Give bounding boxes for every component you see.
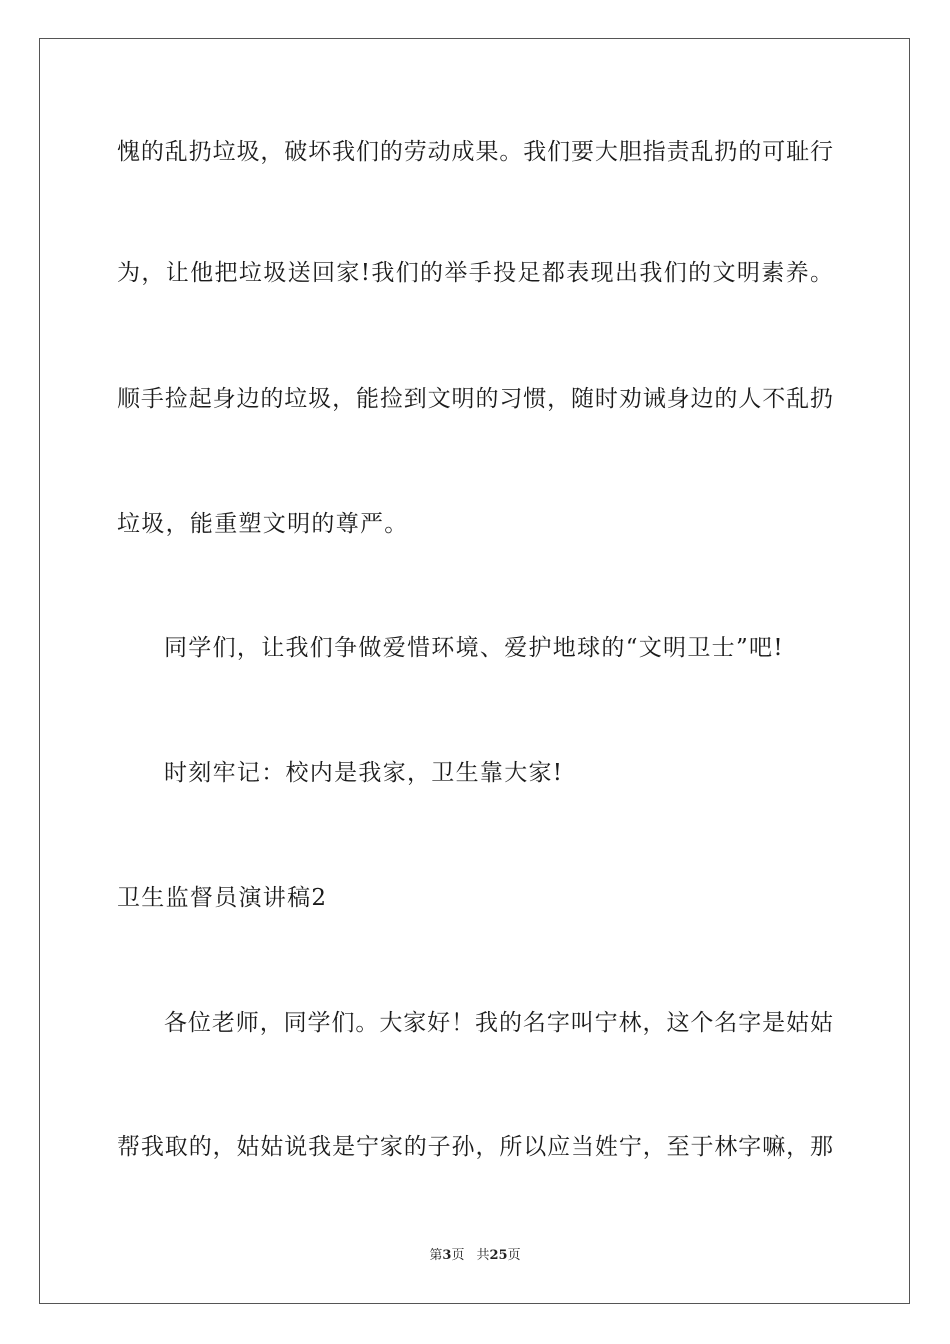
current-page-number: 3 [442,1248,452,1263]
body-text-line: 各位老师，同学们。大家好！我的名字叫宁林，这个名字是姑姑 [164,1010,833,1036]
section-heading: 卫生监督员演讲稿2 [117,885,328,911]
total-pages-number: 25 [489,1248,508,1263]
page-label-suffix: 页 [451,1248,465,1263]
body-text-line: 帮我取的，姑姑说我是宁家的子孙，所以应当姓宁，至于林字嘛，那 [117,1134,833,1160]
body-text-line: 愧的乱扔垃圾，破坏我们的劳动成果。我们要大胆指责乱扔的可耻行 [117,139,833,165]
page-border [39,38,910,1304]
page-label-prefix: 第 [429,1248,443,1263]
body-text-line: 同学们，让我们争做爱惜环境、爱护地球的“文明卫士”吧! [164,635,784,661]
body-text-line: 顺手捡起身边的垃圾，能捡到文明的习惯，随时劝诫身边的人不乱扔 [117,386,833,412]
body-text-line: 时刻牢记：校内是我家，卫生靠大家! [164,760,564,786]
body-text-line: 垃圾，能重塑文明的尊严。 [117,511,409,537]
page-footer [0,1247,950,1265]
total-label-prefix: 共 [476,1248,490,1263]
body-text-line: 为，让他把垃圾送回家!我们的举手投足都表现出我们的文明素养。 [117,260,833,286]
total-label-suffix: 页 [507,1248,521,1263]
